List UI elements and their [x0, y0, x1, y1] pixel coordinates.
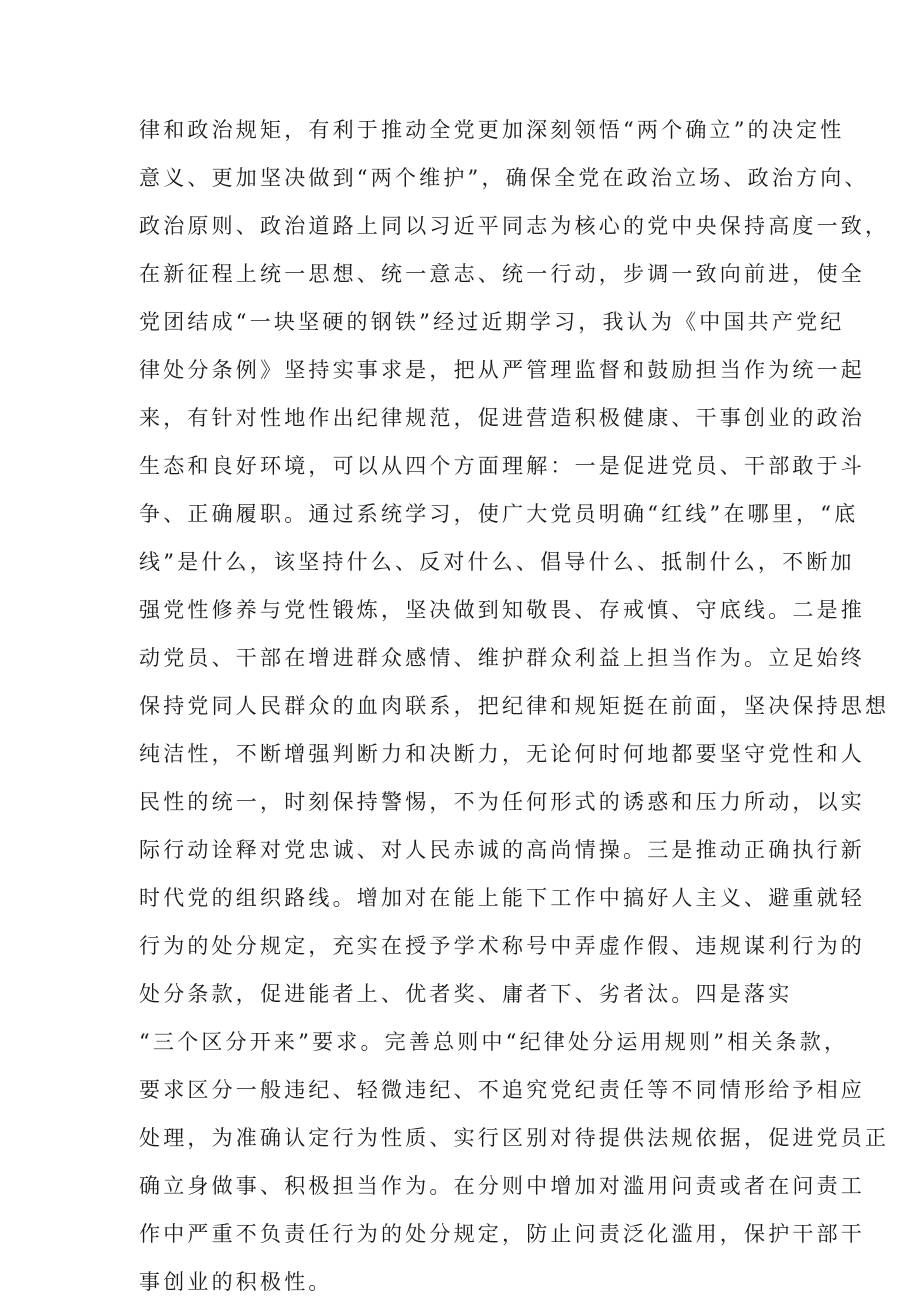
text-line: 处分条款，促进能者上、优者奖、庸者下、劣者汰。四是落实 — [139, 982, 793, 1006]
text-line: “三个区分开来”要求。完善总则中“纪律处分运用规则”相关条款， — [139, 1030, 849, 1054]
text-line: 意义、更加坚决做到“两个维护”，确保全党在政治立场、政治方向、 — [139, 166, 869, 190]
text-line: 纯洁性，不断增强判断力和决断力，无论何时何地都要坚守党性和人 — [139, 742, 865, 766]
text-line: 事创业的积极性。 — [139, 1270, 333, 1294]
text-line: 争、正确履职。通过系统学习，使广大党员明确“红线”在哪里，“底 — [139, 502, 859, 526]
text-line: 律处分条例》坚持实事求是，把从严管理监督和鼓励担当作为统一起 — [139, 358, 865, 382]
text-line: 来，有针对性地作出纪律规范，促进营造积极健康、干事创业的政治 — [139, 406, 865, 430]
text-line: 处理，为准确认定行为性质、实行区别对待提供法规依据，促进党员正 — [139, 1126, 890, 1150]
text-line: 要求区分一般违纪、轻微违纪、不追究党纪责任等不同情形给予相应 — [139, 1078, 865, 1102]
text-line: 保持党同人民群众的血肉联系，把纪律和规矩挺在前面，坚决保持思想 — [139, 694, 890, 718]
text-line: 在新征程上统一思想、统一意志、统一行动，步调一致向前进，使全 — [139, 262, 865, 286]
text-line: 时代党的组织路线。增加对在能上能下工作中搞好人主义、避重就轻 — [139, 886, 865, 910]
text-line: 确立身做事、积极担当作为。在分则中增加对滥用问责或者在问责工 — [139, 1174, 865, 1198]
text-line: 生态和良好环境，可以从四个方面理解：一是促进党员、干部敢于斗 — [139, 454, 865, 478]
text-line: 行为的处分规定，充实在授予学术称号中弄虚作假、违规谋利行为的 — [139, 934, 865, 958]
text-line: 动党员、干部在增进群众感情、维护群众利益上担当作为。立足始终 — [139, 646, 865, 670]
text-line: 政治原则、政治道路上同以习近平同志为核心的党中央保持高度一致， — [139, 214, 890, 238]
text-line: 线”是什么，该坚持什么、反对什么、倡导什么、抵制什么，不断加 — [139, 550, 855, 574]
text-line: 作中严重不负责任行为的处分规定，防止问责泛化滥用，保护干部干 — [139, 1222, 865, 1246]
text-line: 党团结成“一块坚硬的钢铁”经过近期学习，我认为《中国共产党纪 — [139, 310, 845, 334]
body-paragraph — [139, 106, 890, 1306]
text-line: 际行动诠释对党忠诚、对人民赤诚的高尚情操。三是推动正确执行新 — [139, 838, 865, 862]
text-line: 律和政治规矩，有利于推动全党更加深刻领悟“两个确立”的决定性 — [139, 118, 845, 142]
text-line: 民性的统一，时刻保持警惕，不为任何形式的诱惑和压力所动，以实 — [139, 790, 865, 814]
text-line: 强党性修养与党性锻炼，坚决做到知敬畏、存戒慎、守底线。二是推 — [139, 598, 865, 622]
